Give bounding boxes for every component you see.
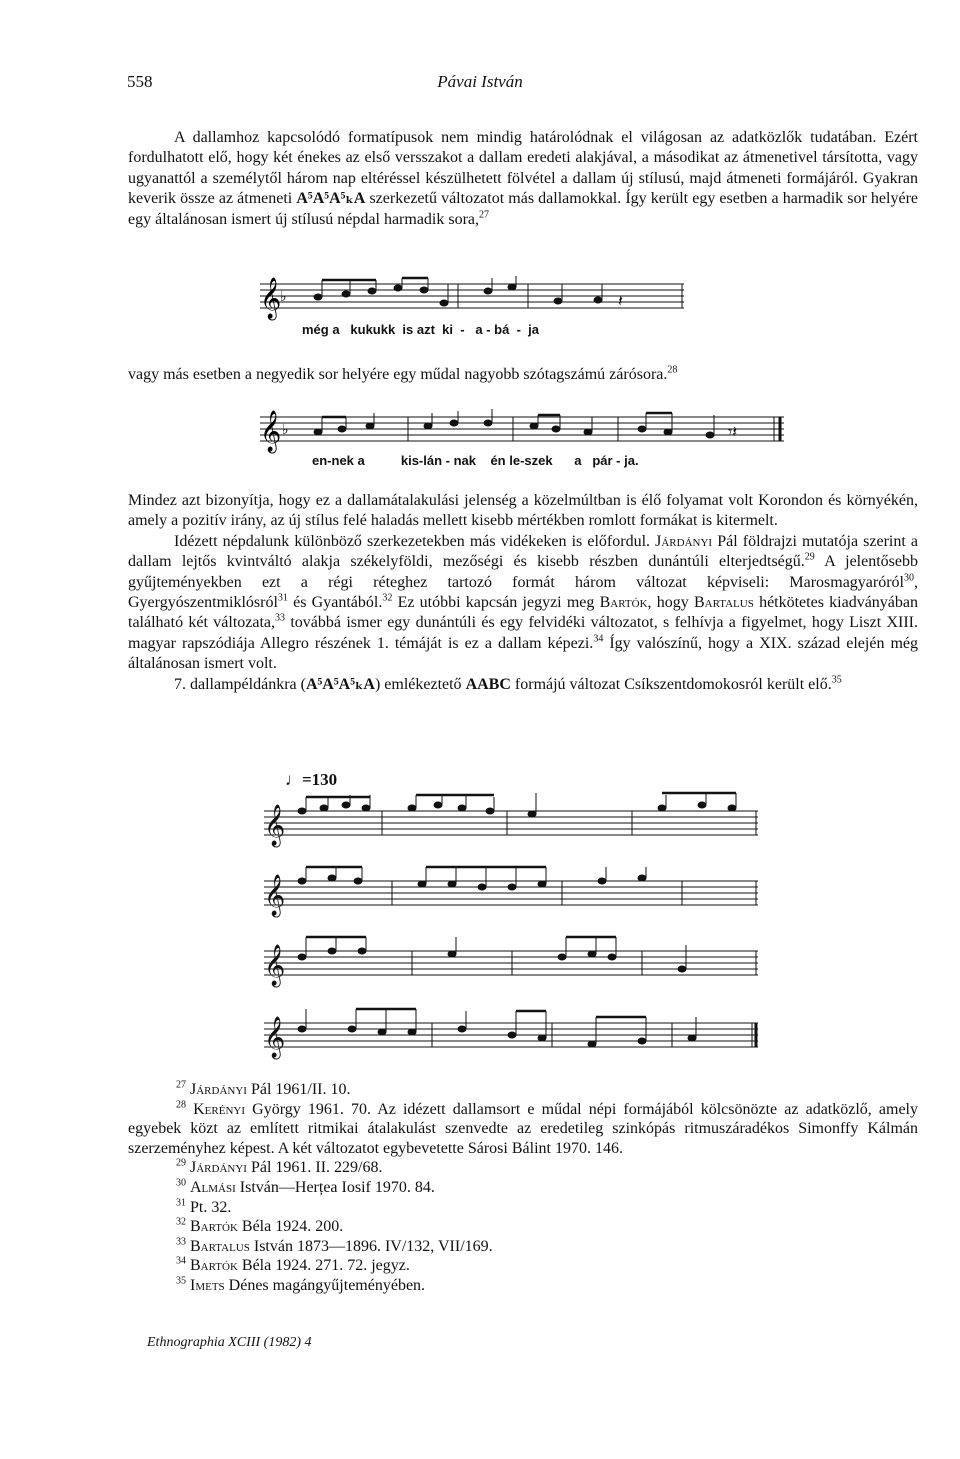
svg-text:𝄞: 𝄞 [264,805,286,846]
tempo-marking: ♩=130 [285,770,338,789]
page-number: 558 [127,72,153,91]
svg-text:𝄞: 𝄞 [264,875,286,916]
text-span: és Gyantából. [287,594,383,612]
footnote-ref: 33 [275,613,286,625]
footnote-text: István—Herțea Iosif 1970. 84. [235,1178,435,1196]
running-head: Pávai István [437,72,523,91]
footnote-item [128,1237,918,1257]
footnote-ref: 32 [382,592,393,604]
text-span: , Gyergyószentmiklósról [128,573,918,612]
transition-text: vagy más esetben a negyedik sor helyére egy műdal nagyobb szótagszámú zárósora. [128,366,668,383]
svg-text:𝄞: 𝄞 [260,411,282,452]
footnote-author: Járdányi [190,1159,247,1177]
author-name: Bartók [599,594,648,612]
text-span: ) emlékeztető [374,675,466,693]
text-span: Idézett népdalunk különböző szerkezetekben más vidékeken is előfordul. [174,532,656,550]
footnote-ref: 27 [479,209,490,221]
footnote-item [128,1276,918,1296]
text-span: Így valószínű, hogy a XIX. század elején még általánosan ismert volt. [128,634,919,673]
footnote-text: Pt. 32. [190,1198,232,1216]
music-lyrics-2: en-nek a kis-lán - nak én le-szek a pár - ja. [312,453,639,468]
music-example-3 [262,785,762,1075]
footnote-text: Dénes magángyűjteményében. [224,1276,426,1294]
text-span: A jelentősebb gyűjteményekben ezt a régi réteghez tartozó formát három változat képviseli: Marosmagyaróról [128,553,919,591]
svg-text:♭: ♭ [282,422,289,438]
footnote-number: 31 [176,1197,186,1209]
footnote-ref: 35 [831,674,842,686]
footnote-author: Kerényi [193,1100,246,1118]
body-paragraph-2 [128,532,918,675]
footnote-number: 35 [176,1275,186,1287]
footnote-item [128,1158,918,1178]
svg-text:𝄞: 𝄞 [260,278,282,319]
text-span: Ez utóbbi kapcsán jegyzi meg [392,594,600,612]
footnote-number: 34 [176,1256,186,1268]
text-span: 7. dallampéldánkra ( [174,675,306,693]
text-span: formájú változat Csíkszentdomokosról került elő. [510,675,832,693]
footnote-ref: 28 [667,364,678,376]
svg-text:𝄾𝄽: 𝄾𝄽 [728,422,738,441]
footnote-text: István 1873—1896. IV/132, VII/169. [249,1237,493,1255]
footnote-author: Bartók [190,1218,238,1236]
footnote-number: 32 [176,1216,186,1228]
footnote-number: 27 [176,1079,186,1091]
footnote-text: György 1961. 70. Az idézett dallamsort e műdal népi formájából kölcsönözte az adatközlő, amely egyebek közt az említett ritmikai átalakulást szenvedte az eredetileg szinkópás ritmuszáradékos Simonffy Kálmán szerzeményhez képest. A két változatot egybevetette Sárosi Bálint 1970. 146. [128,1100,919,1157]
footnote-number: 33 [176,1236,186,1248]
text-span: hétkötetes kiadványában található két változata, [128,594,919,632]
footnote-number: 29 [176,1158,186,1170]
svg-text:𝄽: 𝄽 [618,291,623,310]
footnote-text: Béla 1924. 271. 72. jegyz. [237,1257,410,1275]
footnote-number: 30 [176,1177,186,1189]
body-paragraph-1: Mindez azt bizonyítja, hogy ez a dallamátalakulási jelenség a közelmúltban is élő folyamat volt Korondon és környékén, amely a pozitív irány, az új stílus felé haladás mellett kisebb mértékben romlott formákat is kitermelt. [128,492,918,530]
page-footer: Ethnographia XCIII (1982) 4 [147,1335,312,1350]
text-span: Pál földrajzi mutatója szerint a dallam lejtős kvintváltó alakja székelyföldi, mezőségi és kisebb részben dunántúli elterjedtségű. [128,532,919,571]
footnote-ref: 34 [593,633,604,645]
footnote-item [128,1198,918,1218]
intro-paragraph [128,128,918,230]
footnote-text: Béla 1924. 200. [237,1218,344,1236]
footnote-author: Bartalus [190,1237,250,1255]
structure-formula: A⁵A⁵A⁵ₖA [305,675,375,693]
footnote-text: Pál 1961/II. 10. [246,1081,351,1098]
author-name: Járdányi [655,532,713,550]
footnote-item [128,1080,918,1100]
text-span: , hogy [647,594,694,612]
footnote-ref: 29 [804,551,815,563]
author-name: Bartalus [693,594,754,612]
footnote-author: Almási [190,1178,236,1196]
music-lyrics-1: még a kukukk is azt ki - a - bá - ja [302,322,539,337]
footnotes [128,1080,918,1296]
body-text [128,491,918,695]
footnote-item [128,1256,918,1276]
footnote-item [128,1178,918,1198]
svg-text:𝄞: 𝄞 [264,1017,286,1058]
footnote-item [128,1100,918,1159]
footnote-text: Pál 1961. II. 229/68. [246,1159,383,1177]
transition-line [128,365,918,385]
footnote-number: 28 [176,1099,186,1111]
footnote-ref: 30 [904,572,914,584]
footnote-author: Imets [190,1276,225,1294]
intro-text-1: A dallamhoz kapcsolódó formatípusok nem mindig határolódnak el világosan az adatközlők tudatában. Ezért fordulhatott elő, hogy két énekes az első versszakot a dallam eredeti alakjával, a másodikat az átmenetivel társította, vagy ugyanattól a személytől három nap eltéréssel készülhetett fölvétel a dallam új stílusú, majd átmeneti formájáról. Gyakran keverik össze az átmeneti [128,129,918,208]
footnote-item [128,1217,918,1237]
intro-text-2: szerkezetű változatot más dallamokkal. Így került egy esetben a harmadik sor helyére egy általánosan ismert új stílusú népdal harmadik sora, [128,190,918,228]
text-span: továbbá ismer egy dunántúli és egy felvidéki változatot, s felhívja a figyelmet, hogy Liszt XIII. magyar rapszódiája Allegro részének 1. témáját is ez a dallam képezi. [128,614,919,652]
structure-formula: A⁵A⁵A⁵ₖA [296,190,366,208]
body-paragraph-3 [128,675,918,695]
svg-text:♭: ♭ [280,289,287,305]
footnote-author: Járdányi [190,1081,247,1098]
footnote-ref: 31 [277,592,288,604]
svg-text:𝄞: 𝄞 [264,945,286,986]
footnote-author: Bartók [190,1257,238,1275]
form-label: AABC [465,675,511,693]
